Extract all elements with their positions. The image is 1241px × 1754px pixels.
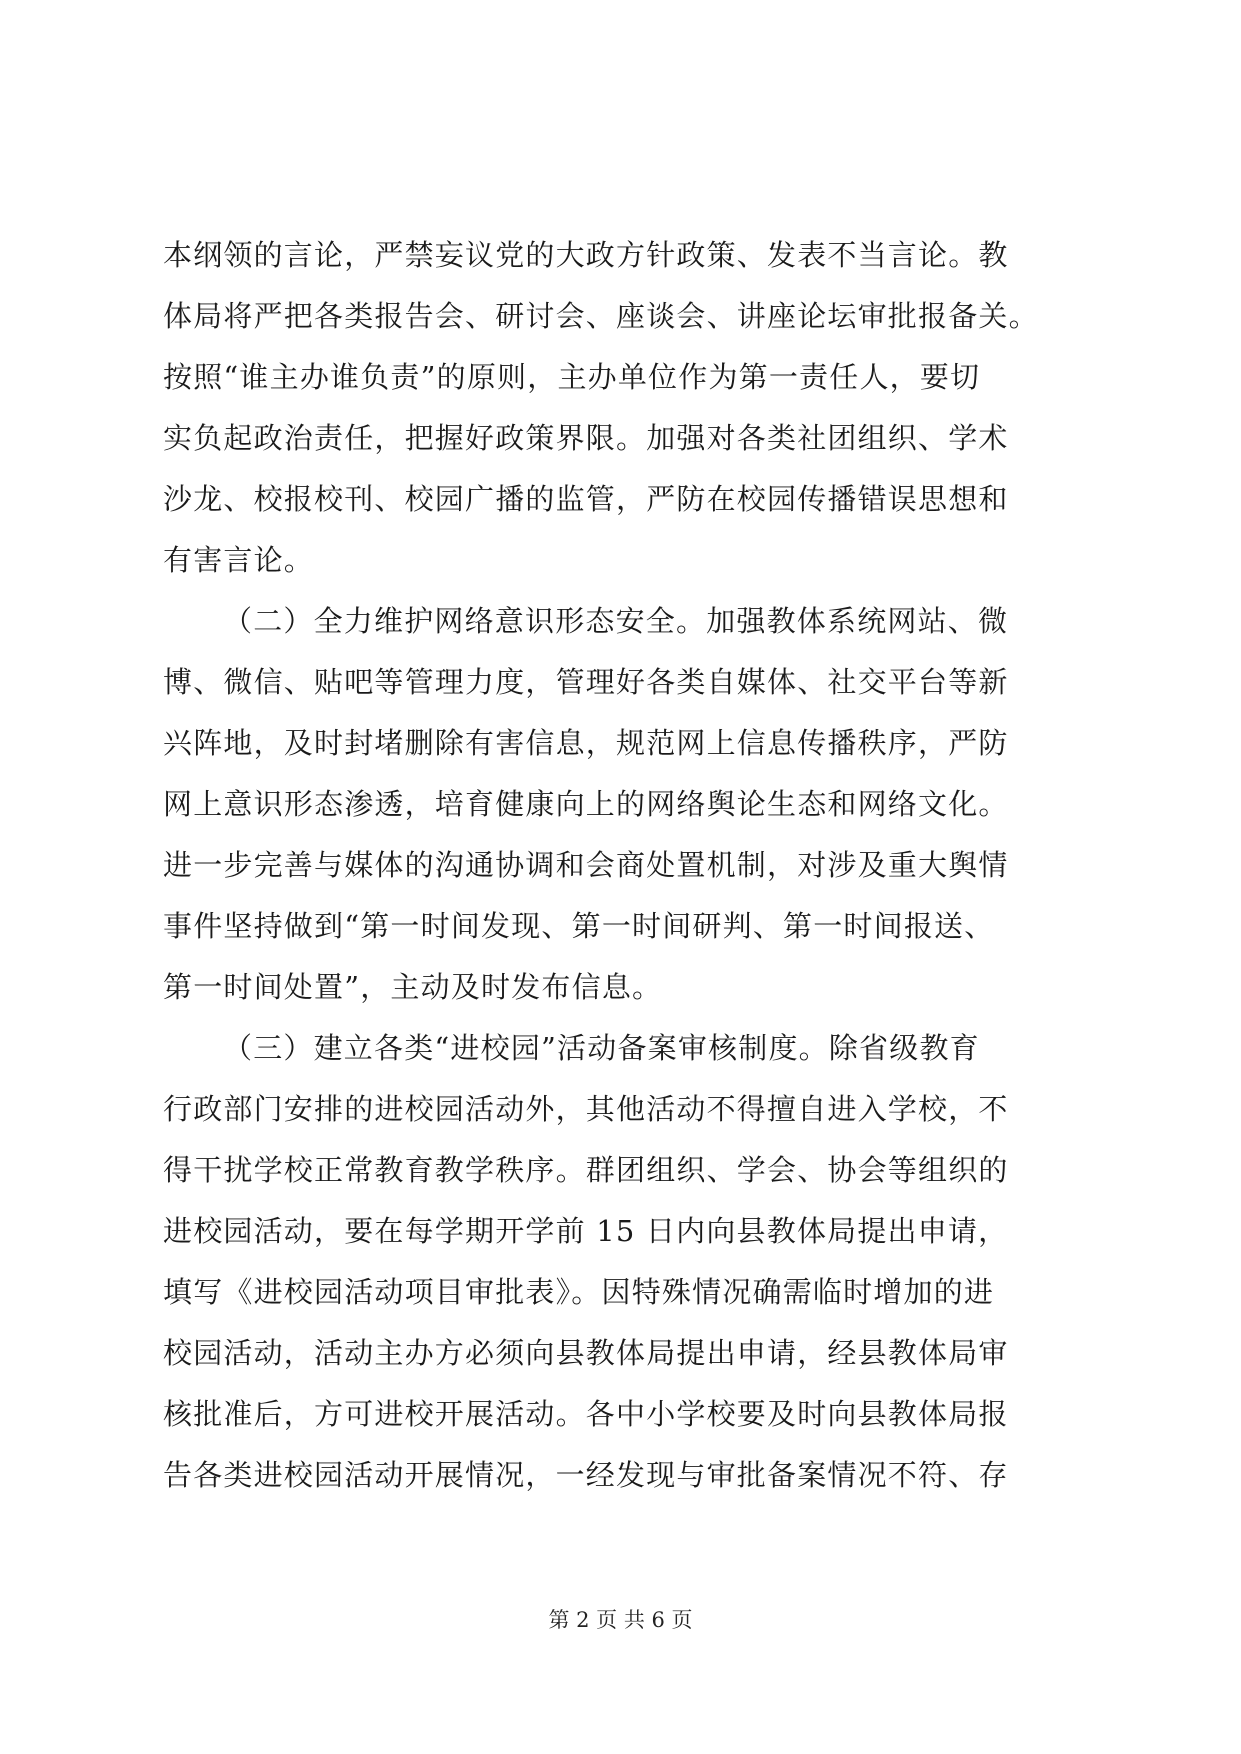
text-line: 校园活动，活动主办方必须向县教体局提出申请，经县教体局审 <box>163 1336 1009 1370</box>
section-heading-line: （三）建立各类“进校园”活动备案审核制度。除省级教育 <box>223 1031 980 1065</box>
text-line: 第一时间处置”，主动及时发布信息。 <box>163 970 663 1004</box>
text-line: 进校园活动，要在每学期开学前 15 日内向县教体局提出申请， <box>163 1214 1009 1248</box>
text-line: 进一步完善与媒体的沟通协调和会商处置机制，对涉及重大舆情 <box>163 848 1009 882</box>
text-line: 本纲领的言论，严禁妄议党的大政方针政策、发表不当言论。教 <box>163 238 1009 272</box>
text-line: 兴阵地，及时封堵删除有害信息，规范网上信息传播秩序，严防 <box>163 726 1009 760</box>
text-line: 得干扰学校正常教育教学秩序。群团组织、学会、协会等组织的 <box>163 1153 1009 1187</box>
text-line: 行政部门安排的进校园活动外，其他活动不得擅自进入学校，不 <box>163 1092 1009 1126</box>
text-line: 告各类进校园活动开展情况，一经发现与审批备案情况不符、存 <box>163 1458 1009 1492</box>
text-line: 实负起政治责任，把握好政策界限。加强对各类社团组织、学术 <box>163 421 1009 455</box>
text-line: 按照“谁主办谁负责”的原则，主办单位作为第一责任人，要切 <box>163 360 981 394</box>
document-body <box>163 225 1093 1506</box>
page-number-footer: 第 2 页 共 6 页 <box>548 1608 693 1632</box>
section-heading-line: （二）全力维护网络意识形态安全。加强教体系统网站、微 <box>223 604 1009 638</box>
text-line: 事件坚持做到“第一时间发现、第一时间研判、第一时间报送、 <box>163 909 995 943</box>
text-line: 核批准后，方可进校开展活动。各中小学校要及时向县教体局报 <box>163 1397 1009 1431</box>
text-line: 沙龙、校报校刊、校园广播的监管，严防在校园传播错误思想和 <box>163 482 1009 516</box>
text-line: 填写《进校园活动项目审批表》。因特殊情况确需临时增加的进 <box>163 1275 995 1309</box>
text-line: 体局将严把各类报告会、研讨会、座谈会、讲座论坛审批报备关。 <box>163 299 1039 333</box>
text-line: 博、微信、贴吧等管理力度，管理好各类自媒体、社交平台等新 <box>163 665 1009 699</box>
text-line: 有害言论。 <box>163 543 315 577</box>
text-line: 网上意识形态渗透，培育健康向上的网络舆论生态和网络文化。 <box>163 787 1009 821</box>
